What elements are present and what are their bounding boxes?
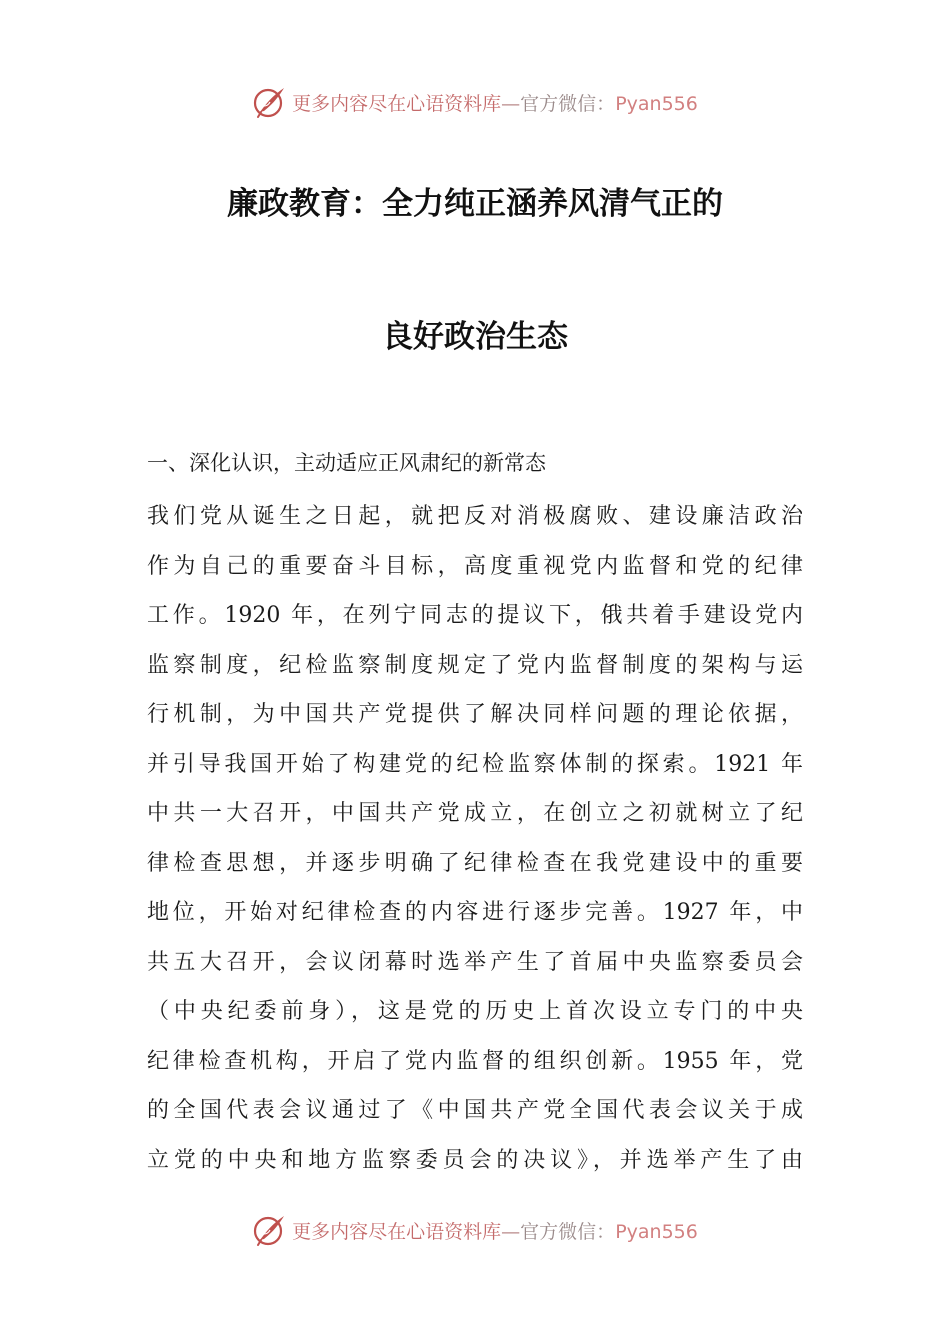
watermark-dash: — [501,92,521,115]
body-line: 的全国代表会议通过了《中国共产党全国代表会议关于成 [147,1098,803,1123]
footer-watermark-banner [0,1210,950,1250]
watermark-wechat-label: 官方微信： [520,1220,616,1243]
header-watermark-banner [0,82,950,122]
body-line: 工作。1920 年，在列宁同志的提议下，俄共着手建设党内 [147,603,803,628]
quill-pen-logo-icon [252,84,288,120]
body-line: 中共一大召开，中国共产党成立，在创立之初就树立了纪 [147,801,803,826]
body-line: 共五大召开，会议闭幕时选举产生了首届中央监察委员会 [147,949,803,975]
watermark-brand: 更多内容尽在心语资料库 [292,1220,502,1243]
body-line: 行机制，为中国共产党提供了解决同样问题的理论依据， [147,702,803,727]
body-line: 并引导我国开始了构建党的纪检监察体制的探索。1921 年 [147,751,803,777]
watermark-brand: 更多内容尽在心语资料库 [292,92,502,115]
quill-pen-logo-icon [252,1212,288,1248]
body-line: 地位，开始对纪律检查的内容进行逐步完善。1927 年，中 [147,900,803,925]
body-line: 律检查思想，并逐步明确了纪律检查在我党建设中的重要 [147,850,803,876]
watermark-text [292,89,698,116]
body-line: 作为自己的重要奋斗目标，高度重视党内监督和党的纪律 [147,553,803,579]
watermark-wechat-label: 官方微信： [520,92,616,115]
watermark-dash: — [501,1220,521,1243]
document-title-line-2: 良好政治生态 [382,319,568,355]
body-paragraph [147,492,803,1185]
body-line: 纪律检查机构，开启了党内监督的组织创新。1955 年，党 [147,1048,803,1074]
body-line: 立党的中央和地方监察委员会的决议》，并选举产生了由 [147,1147,803,1173]
body-line: 监察制度，纪检监察制度规定了党内监督制度的架构与运 [147,652,803,678]
body-line: 我们党从诞生之日起，就把反对消极腐败、建设廉洁政治 [147,504,803,529]
section-heading: 一、深化认识，主动适应正风肃纪的新常态 [147,451,546,475]
body-line: （中央纪委前身），这是党的历史上首次设立专门的中央 [147,999,803,1024]
watermark-text [292,1217,698,1244]
watermark-wechat-id: Pyan556 [615,1220,698,1243]
document-title-line-1: 廉政教育：全力纯正涵养风清气正的 [227,186,723,222]
watermark-wechat-id: Pyan556 [615,92,698,115]
